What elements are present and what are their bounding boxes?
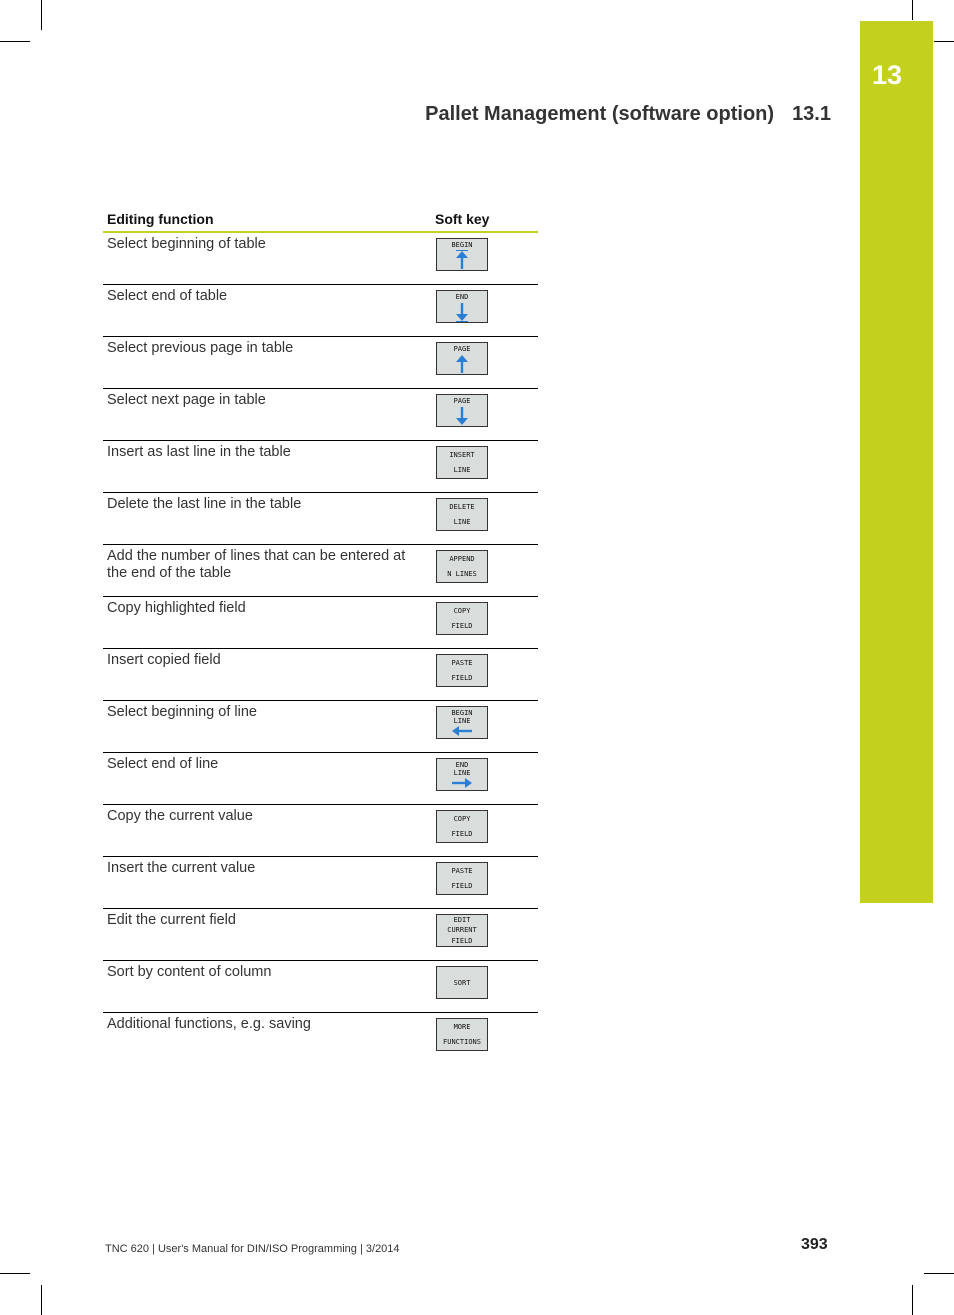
- function-description: Delete the last line in the table: [103, 493, 431, 545]
- arrow-left-icon: [451, 726, 473, 736]
- softkey-button[interactable]: [436, 550, 488, 583]
- softkey-cell: [431, 285, 538, 337]
- softkey-label: FIELD: [451, 674, 473, 683]
- table-row: [103, 232, 538, 285]
- function-description: Select beginning of table: [103, 232, 431, 285]
- function-description: Select end of line: [103, 753, 431, 805]
- crop-mark: [41, 1285, 42, 1315]
- function-description: Select previous page in table: [103, 337, 431, 389]
- column-header-softkey: Soft key: [431, 208, 538, 232]
- softkey-label: LINE: [453, 466, 471, 475]
- section-title: [425, 103, 831, 126]
- table-row: [103, 337, 538, 389]
- function-description: Insert as last line in the table: [103, 441, 431, 493]
- softkey-label: APPEND: [449, 554, 475, 563]
- softkey-label: LINE: [453, 769, 471, 777]
- arrow-down-icon: [455, 406, 469, 426]
- softkey-label: END: [455, 761, 469, 769]
- softkey-button[interactable]: [436, 290, 488, 323]
- softkey-label: PAGE: [453, 345, 471, 353]
- softkey-label: COPY: [453, 606, 471, 615]
- softkey-label: DELETE: [449, 502, 475, 511]
- table-row: [103, 285, 538, 337]
- table-header-row: [103, 208, 538, 232]
- softkey-button[interactable]: [436, 758, 488, 791]
- function-description: Copy the current value: [103, 805, 431, 857]
- footer-text: TNC 620 | User's Manual for DIN/ISO Programming | 3/2014: [105, 1243, 400, 1255]
- softkey-label: SORT: [453, 978, 471, 987]
- softkey-label-group: [454, 761, 471, 777]
- softkey-cell: [431, 545, 538, 597]
- crop-mark: [912, 1285, 913, 1315]
- softkey-cell: [431, 1013, 538, 1065]
- table-row: [103, 493, 538, 545]
- softkey-label: FIELD: [451, 936, 473, 945]
- table-row: [103, 701, 538, 753]
- chapter-number: 13: [872, 60, 903, 90]
- softkey-button[interactable]: [436, 862, 488, 895]
- softkey-label: LINE: [453, 518, 471, 527]
- function-description: Add the number of lines that can be entered at the end of the table: [103, 545, 431, 597]
- crop-mark: [41, 0, 42, 30]
- softkey-label: PAGE: [453, 397, 471, 405]
- function-description: Select next page in table: [103, 389, 431, 441]
- softkey-cell: [431, 389, 538, 441]
- crop-mark: [924, 1273, 954, 1274]
- softkey-cell: [431, 232, 538, 285]
- softkey-label: BEGIN: [451, 709, 473, 717]
- softkey-cell: [431, 753, 538, 805]
- table-row: [103, 649, 538, 701]
- arrow-up-icon: [455, 354, 469, 374]
- softkey-label: N LINES: [447, 570, 477, 579]
- softkey-cell: [431, 961, 538, 1013]
- table-row: [103, 545, 538, 597]
- softkey-cell: [431, 493, 538, 545]
- softkey-label: PASTE: [451, 866, 473, 875]
- softkey-label: END: [455, 293, 469, 301]
- softkey-button[interactable]: [436, 394, 488, 427]
- softkey-label: FIELD: [451, 830, 473, 839]
- page-number: 393: [801, 1236, 828, 1253]
- softkey-button[interactable]: [436, 654, 488, 687]
- function-description: Insert copied field: [103, 649, 431, 701]
- softkey-button[interactable]: [436, 498, 488, 531]
- softkey-cell: [431, 701, 538, 753]
- arrow-down-icon: [455, 302, 469, 322]
- section-number: 13.1: [792, 103, 831, 125]
- softkey-button[interactable]: [436, 966, 488, 999]
- function-description: Copy highlighted field: [103, 597, 431, 649]
- softkey-button[interactable]: [436, 1018, 488, 1051]
- function-description: Select beginning of line: [103, 701, 431, 753]
- table-row: [103, 961, 538, 1013]
- softkey-button[interactable]: [436, 706, 488, 739]
- softkey-button[interactable]: [436, 446, 488, 479]
- arrow-right-icon: [451, 778, 473, 788]
- softkey-cell: [431, 597, 538, 649]
- softkey-label: LINE: [453, 717, 471, 725]
- arrow-up-icon: [455, 250, 469, 270]
- softkey-cell: [431, 649, 538, 701]
- table-row: [103, 909, 538, 961]
- table-row: [103, 753, 538, 805]
- table-row: [103, 857, 538, 909]
- softkey-label: FUNCTIONS: [443, 1038, 481, 1047]
- table-row: [103, 389, 538, 441]
- softkey-button[interactable]: [436, 238, 488, 271]
- table-row: [103, 441, 538, 493]
- softkey-label-group: [451, 709, 472, 725]
- table-row: [103, 805, 538, 857]
- column-header-function: Editing function: [103, 208, 431, 232]
- softkey-label: FIELD: [451, 622, 473, 631]
- softkey-label: PASTE: [451, 658, 473, 667]
- softkey-button[interactable]: [436, 810, 488, 843]
- softkey-cell: [431, 441, 538, 493]
- softkey-label: CURRENT: [447, 926, 477, 935]
- softkey-button[interactable]: [436, 602, 488, 635]
- softkey-cell: [431, 909, 538, 961]
- softkey-label: MORE: [453, 1022, 471, 1031]
- function-description: Sort by content of column: [103, 961, 431, 1013]
- softkey-cell: [431, 857, 538, 909]
- chapter-tab: [860, 21, 933, 903]
- softkey-label: EDIT: [453, 916, 471, 925]
- editing-functions-table: [103, 208, 538, 1064]
- function-description: Select end of table: [103, 285, 431, 337]
- function-description: Insert the current value: [103, 857, 431, 909]
- softkey-label: BEGIN: [451, 241, 473, 249]
- softkey-label: COPY: [453, 814, 471, 823]
- function-description: Edit the current field: [103, 909, 431, 961]
- softkey-cell: [431, 805, 538, 857]
- crop-mark: [0, 41, 30, 42]
- softkey-button[interactable]: [436, 342, 488, 375]
- crop-mark: [912, 0, 913, 20]
- softkey-label: INSERT: [449, 450, 475, 459]
- table-row: [103, 597, 538, 649]
- crop-mark: [934, 41, 954, 42]
- crop-mark: [0, 1273, 30, 1274]
- table-row: [103, 1013, 538, 1065]
- softkey-button[interactable]: [436, 914, 488, 947]
- function-description: Additional functions, e.g. saving: [107, 1016, 311, 1032]
- section-title-text: Pallet Management (software option): [425, 103, 775, 125]
- softkey-cell: [431, 337, 538, 389]
- softkey-label: FIELD: [451, 882, 473, 891]
